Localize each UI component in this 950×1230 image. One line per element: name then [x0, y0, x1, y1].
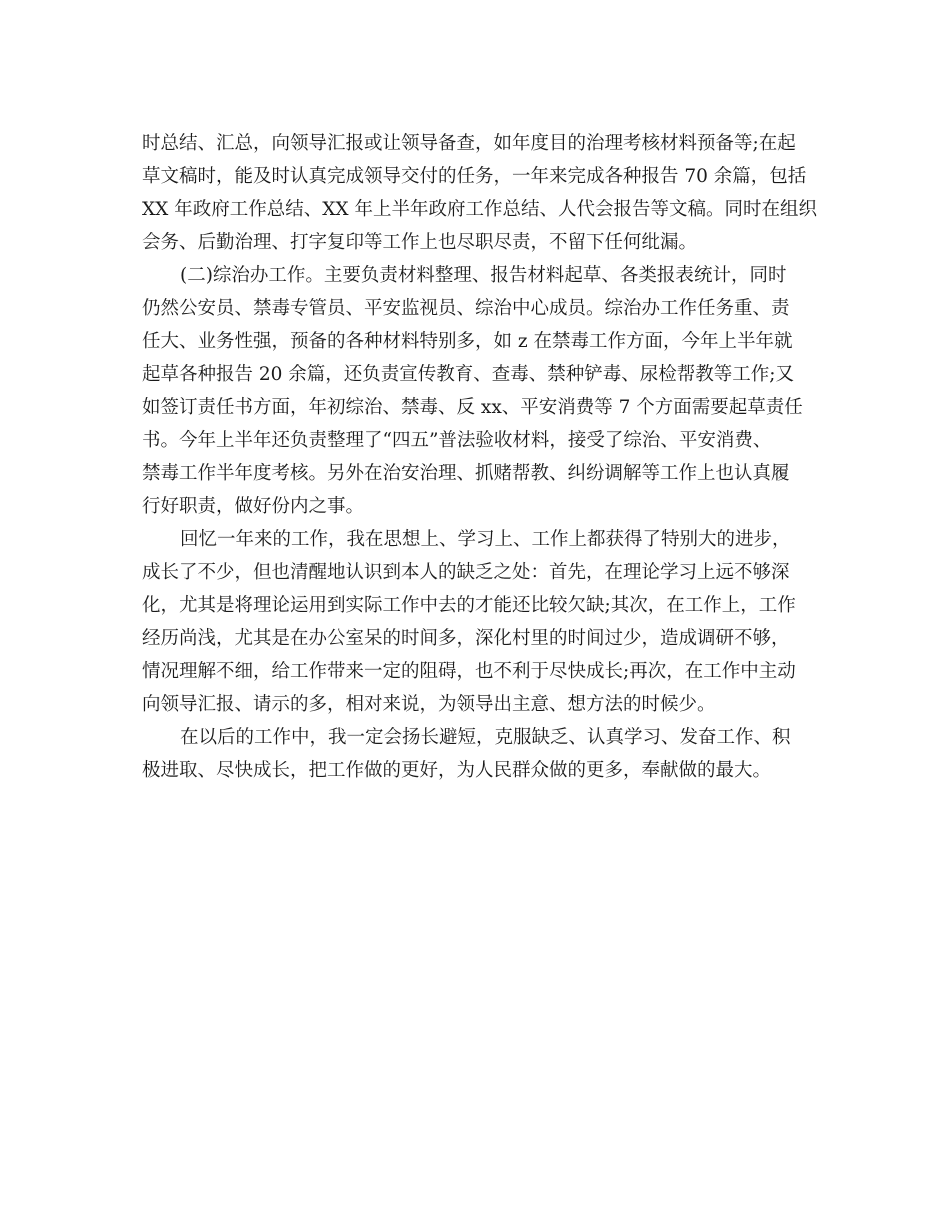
text-line: 草文稿时，能及时认真完成领导交付的任务，一年来完成各种报告 70 余篇，包括 [142, 166, 807, 187]
document-body [142, 127, 817, 787]
text-line: 向领导汇报、请示的多，相对来说，为领导出主意、想方法的时候少。 [142, 694, 716, 715]
paragraph-start-line: 在以后的工作中，我一定会扬长避短，克服缺乏、认真学习、发奋工作、积 [180, 727, 791, 748]
text-line: 情况理解不细，给工作带来一定的阻碍，也不利于尽快成长;再次，在工作中主动 [142, 661, 796, 682]
text-line: XX 年政府工作总结、XX 年上半年政府工作总结、人代会报告等文稿。同时在组织 [142, 199, 817, 220]
text-line: 成长了不少，但也清醒地认识到本人的缺乏之处：首先，在理论学习上远不够深 [142, 562, 790, 583]
text-line: 书。今年上半年还负责整理了“四五”普法验收材料，接受了综治、平安消费、 [142, 430, 772, 451]
text-line: 禁毒工作半年度考核。另外在治安治理、抓赌帮教、纠纷调解等工作上也认真履 [142, 463, 790, 484]
text-line: 行好职责，做好份内之事。 [142, 496, 365, 517]
text-line: 会务、后勤治理、打字复印等工作上也尽职尽责，不留下任何纰漏。 [142, 232, 698, 253]
text-line: 化，尤其是将理论运用到实际工作中去的才能还比较欠缺;其次，在工作上，工作 [142, 595, 796, 616]
text-line: 仍然公安员、禁毒专管员、平安监视员、综治中心成员。综治办工作任务重、责 [142, 298, 790, 319]
text-line: 起草各种报告 20 余篇，还负责宣传教育、查毒、禁种铲毒、尿检帮教等工作;又 [142, 364, 795, 385]
text-line: 任大、业务性强，预备的各种材料特别多，如 z 在禁毒工作方面，今年上半年就 [142, 331, 793, 352]
paragraph-start-line: (二)综治办工作。主要负责材料整理、报告材料起草、各类报表统计，同时 [180, 265, 787, 286]
paragraph-start-line: 回忆一年来的工作，我在思想上、学习上、工作上都获得了特别大的进步， [180, 529, 791, 550]
text-line: 时总结、汇总，向领导汇报或让领导备查，如年度目的治理考核材料预备等;在起 [142, 133, 796, 154]
text-line: 如签订责任书方面，年初综治、禁毒、反 xx、平安消费等 7 个方面需要起草责任 [142, 397, 803, 418]
text-line: 极进取、尽快成长，把工作做的更好，为人民群众做的更多，奉献做的最大。 [142, 760, 772, 781]
text-line: 经历尚浅，尤其是在办公室呆的时间多，深化村里的时间过少，造成调研不够， [142, 628, 790, 649]
